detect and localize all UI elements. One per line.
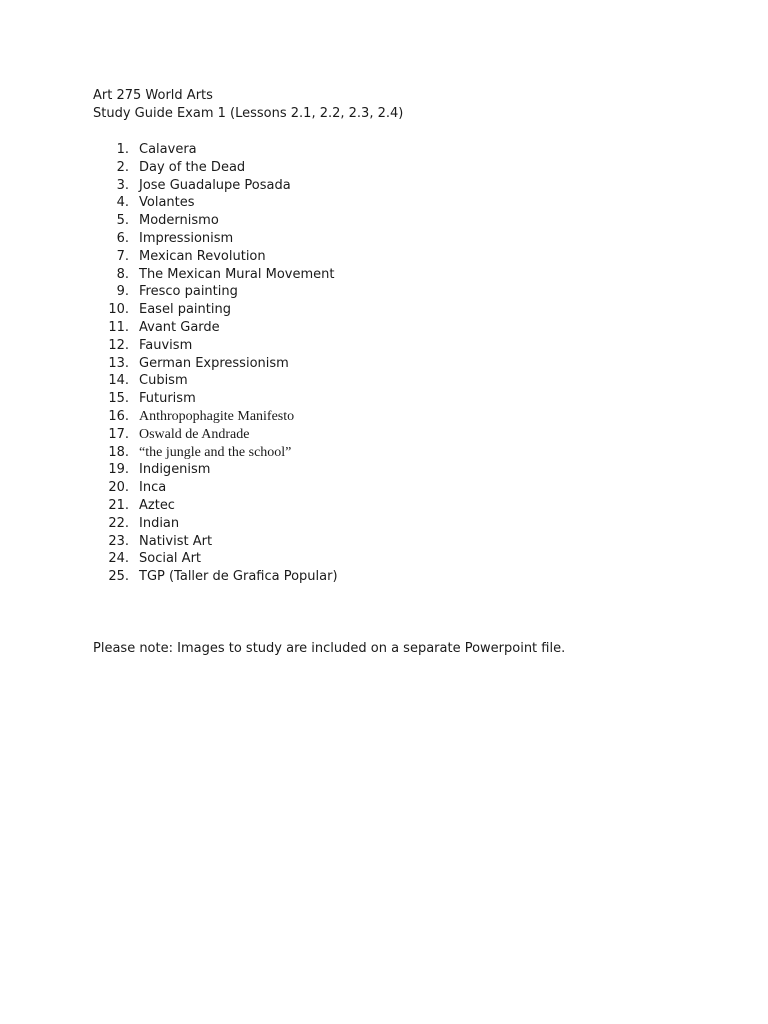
list-item [93,230,693,248]
list-item [93,550,693,568]
list-item [93,444,693,462]
list-item-number: 19. [108,462,129,478]
list-item [93,461,693,479]
list-item-label: Calavera [139,142,197,157]
list-item [93,408,693,426]
list-item-number: 11. [108,319,129,335]
list-item-label: Oswald de Andrade [139,426,250,442]
list-item-number: 17. [108,426,129,442]
list-item-label: Jose Guadalupe Posada [139,177,291,193]
list-item-number: 7. [116,248,129,264]
document-subtitle: Study Guide Exam 1 (Lessons 2.1, 2.2, 2.3, 2.4) [93,106,404,121]
list-item-label: Fauvism [139,337,193,353]
list-item [93,266,693,284]
list-item [93,212,693,230]
list-item [93,390,693,408]
list-item-number: 5. [116,213,129,229]
list-item-number: 6. [116,230,129,246]
list-item-label: Social Art [139,551,202,567]
list-item-number: 20. [108,480,129,496]
list-item-number: 24. [108,551,129,567]
list-item [93,159,693,177]
list-item-label: Impressionism [139,230,234,246]
list-item-label: Modernismo [139,213,219,229]
list-item-label: Mexican Revolution [139,248,266,264]
list-item [93,568,693,586]
list-item-number: 15. [108,391,129,407]
list-item-label: TGP (Taller de Grafica Popular) [139,569,338,585]
list-item [93,248,693,266]
list-item-number: 2. [116,159,129,175]
list-item-number: 13. [108,355,129,371]
list-item-number: 12. [108,337,129,353]
list-item [93,141,693,159]
list-item [93,533,693,551]
list-item-label: Avant Garde [139,319,220,335]
list-item-number: 10. [108,302,129,318]
list-item-label: Nativist Art [139,533,213,549]
document-header [93,87,403,123]
list-item-label: Fresco painting [139,284,238,300]
list-item [93,515,693,533]
list-item-label: Volantes [139,195,195,211]
list-item [93,372,693,390]
list-item-label: The Mexican Mural Movement [139,266,335,282]
list-item-number: 22. [108,515,129,531]
list-item [93,355,693,373]
list-item-number: 9. [116,284,129,300]
list-item [93,426,693,444]
study-list [93,141,693,586]
list-item [93,319,693,337]
list-item-number: 1. [116,142,129,157]
list-item-number: 21. [108,497,129,513]
list-item-label: German Expressionism [139,355,289,371]
list-item-label: Cubism [139,373,188,389]
list-item [93,301,693,319]
list-item-label: Easel painting [139,302,231,318]
document-title: Art 275 World Arts [93,88,213,103]
list-item [93,283,693,301]
list-item-number: 4. [116,195,129,211]
list-item [93,479,693,497]
list-item [93,497,693,515]
list-item-number: 16. [108,408,129,424]
list-item [93,177,693,195]
note-text: Please note: Images to study are included on a separate Powerpoint file. [93,641,566,656]
list-item-label: Aztec [139,497,175,513]
list-item-label: Inca [139,480,167,496]
list-item-number: 25. [108,569,129,585]
list-item-number: 18. [108,444,129,460]
list-item-number: 14. [108,373,129,389]
list-item-label: Futurism [139,391,196,407]
list-item-label: Indian [139,515,180,531]
list-item-number: 23. [108,533,129,549]
list-item [93,337,693,355]
list-item-label: Indigenism [139,462,211,478]
list-item [93,194,693,212]
list-item-label: Anthropophagite Manifesto [139,408,295,424]
list-item-number: 3. [116,177,129,193]
list-item-number: 8. [116,266,129,282]
list-item-label: Day of the Dead [139,159,246,175]
list-item-label: “the jungle and the school” [139,444,292,460]
